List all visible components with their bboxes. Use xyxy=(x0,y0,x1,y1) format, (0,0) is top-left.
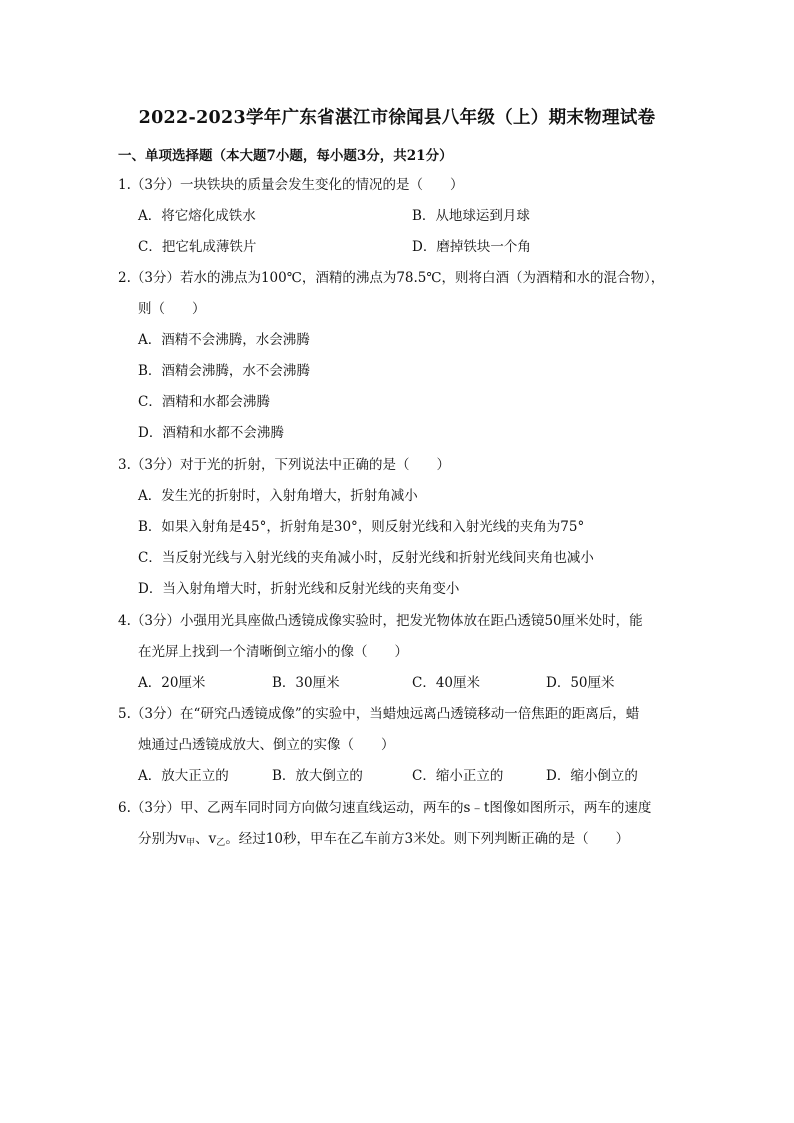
question-2-stem-continued: 则（ ） xyxy=(138,301,206,317)
question-1-option-a: A．将它熔化成铁水 xyxy=(138,208,256,224)
subscript-jia: 甲 xyxy=(186,838,196,848)
section-heading: 一、单项选择题（本大题7小题，每小题3分，共21分） xyxy=(118,148,453,164)
question-5-stem: 5.（3分）在“研究凸透镜成像”的实验中，当蜡烛远离凸透镜移动一倍焦距的距离后，蜡 xyxy=(118,706,640,722)
question-5-option-b: B．放大倒立的 xyxy=(272,768,363,784)
question-3-stem: 3.（3分）对于光的折射，下列说法中正确的是（ ） xyxy=(118,457,450,473)
question-2-option-d: D．酒精和水都不会沸腾 xyxy=(138,425,284,441)
question-4-option-a: A．20厘米 xyxy=(138,675,206,691)
question-3-option-b: B．如果入射角是45°，折射角是30°，则反射光线和入射光线的夹角为75° xyxy=(138,519,585,535)
question-4-stem-continued: 在光屏上找到一个清晰倒立缩小的像（ ） xyxy=(138,644,408,660)
question-6-stem: 6.（3分）甲、乙两车同时同方向做匀速直线运动，两车的s﹣t图像如图所示，两车的速度 xyxy=(118,800,652,816)
question-6-text-part: 。经过10秒，甲车在乙车前方3米处。则下列判断正确的是（ ） xyxy=(225,831,630,847)
question-2-option-b: B．酒精会沸腾，水不会沸腾 xyxy=(138,363,310,379)
question-2-stem: 2.（3分）若水的沸点为100℃，酒精的沸点为78.5℃，则将白酒（为酒精和水的混合物）， xyxy=(118,270,665,286)
question-4-option-c: C．40厘米 xyxy=(412,675,481,691)
question-4-stem: 4.（3分）小强用光具座做凸透镜成像实验时，把发光物体放在距凸透镜50厘米处时，能 xyxy=(118,613,643,629)
question-3-option-d: D．当入射角增大时，折射光线和反射光线的夹角变小 xyxy=(138,581,460,597)
subscript-yi: 乙 xyxy=(216,838,226,848)
question-5-option-a: A．放大正立的 xyxy=(138,768,229,784)
question-6-stem-continued xyxy=(138,830,629,852)
question-2-option-a: A．酒精不会沸腾，水会沸腾 xyxy=(138,332,310,348)
page-title: 2022-2023学年广东省湛江市徐闻县八年级（上）期末物理试卷 xyxy=(138,108,656,128)
question-1-option-c: C．把它轧成薄铁片 xyxy=(138,239,257,255)
question-6-text-part: 、v xyxy=(195,831,217,847)
question-4-option-b: B．30厘米 xyxy=(272,675,340,691)
question-1-stem: 1.（3分）一块铁块的质量会发生变化的情况的是（ ） xyxy=(118,177,464,193)
question-2-option-c: C．酒精和水都会沸腾 xyxy=(138,394,270,410)
question-1-option-b: B．从地球运到月球 xyxy=(412,208,530,224)
question-1-option-d: D．磨掉铁块一个角 xyxy=(412,239,531,255)
question-5-stem-continued: 烛通过凸透镜成放大、倒立的实像（ ） xyxy=(138,737,395,753)
question-5-option-c: C．缩小正立的 xyxy=(412,768,504,784)
question-5-option-d: D．缩小倒立的 xyxy=(546,768,638,784)
question-4-option-d: D．50厘米 xyxy=(546,675,615,691)
question-3-option-a: A．发生光的折射时，入射角增大，折射角减小 xyxy=(138,488,418,504)
question-3-option-c: C．当反射光线与入射光线的夹角减小时，反射光线和折射光线间夹角也减小 xyxy=(138,550,594,566)
question-6-text-part: 分别为v xyxy=(138,831,187,847)
